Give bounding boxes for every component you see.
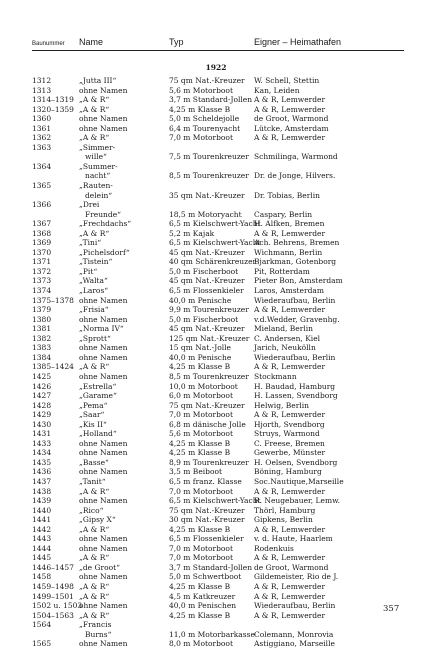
cell-name: „Tistein“ (79, 257, 113, 267)
cell-name: „A & R“ (79, 95, 110, 105)
cell-typ: 8,9 m Tourenkreuzer (169, 457, 249, 467)
table-row (32, 315, 404, 325)
cell-eigner: Schmilinga, Warmond (254, 152, 338, 162)
cell-name: „Pichelsdorf“ (79, 247, 130, 257)
table-row (32, 133, 404, 143)
cell-typ: 4,25 m Klasse B (169, 448, 231, 458)
cell-typ: 40,0 m Penische (169, 352, 232, 362)
cell-baunummer: 1426 (32, 381, 52, 391)
cell-name: „Rico“ (79, 505, 104, 515)
cell-eigner: Gewerbe, Münster (254, 448, 326, 458)
cell-typ: 40 qm Schärenkreuzer (169, 257, 257, 267)
cell-name: ohne Namen (79, 448, 128, 458)
table-row (32, 200, 404, 219)
cell-name: „Estrella“ (79, 381, 117, 391)
cell-typ: 3,7 m Standard-Jollen (169, 95, 253, 105)
cell-name: „A & R“ (79, 362, 110, 372)
cell-typ: 4,25 m Klasse B (169, 610, 231, 620)
cell-typ: 5,0 m Scheldejolle (169, 114, 240, 124)
table-row (32, 448, 404, 458)
cell-baunummer: 1430 (32, 419, 52, 429)
cell-eigner: Helwig, Berlin (254, 400, 309, 410)
cell-eigner: H. Alfken, Bremen (254, 219, 325, 229)
cell-typ: 5,2 m Kajak (169, 228, 215, 238)
table-row (32, 343, 404, 353)
cell-eigner: A & R, Lemwerder (254, 133, 326, 143)
table-row (32, 429, 404, 439)
cell-name: „de Groot“ (79, 562, 120, 572)
table-row (32, 496, 404, 506)
cell-typ: 4,25 m Klasse B (169, 524, 231, 534)
cell-typ: 30 qm Nat.-Kreuzer (169, 515, 245, 525)
cell-typ: 15 qm Nat.-Jolle (169, 343, 231, 353)
table-row (32, 601, 404, 611)
cell-typ: 4,25 m Klasse B (169, 581, 231, 591)
cell-baunummer: 1383 (32, 343, 52, 353)
cell-name: ohne Namen (79, 85, 128, 95)
table-row (32, 257, 404, 267)
table-row (32, 334, 404, 344)
table-row (32, 544, 404, 554)
cell-name-continued: Freunde“ (85, 209, 121, 219)
cell-baunummer: 1382 (32, 333, 52, 343)
cell-eigner: Hjorth, Svendborg (254, 419, 325, 429)
cell-eigner: Pit, Rotterdam (254, 266, 310, 276)
cell-eigner: H. Baudad, Hamburg (254, 381, 336, 391)
cell-name: ohne Namen (79, 601, 128, 611)
table-row (32, 534, 404, 544)
cell-eigner: Kan, Leiden (254, 85, 300, 95)
cell-typ: 5,6 m Motorboot (169, 429, 233, 439)
header-name: Name (79, 37, 104, 47)
cell-baunummer: 1434 (32, 448, 52, 458)
cell-name: „A & R“ (79, 610, 110, 620)
cell-baunummer: 1366 (32, 200, 52, 210)
cell-name: „A & R“ (79, 486, 110, 496)
table-row (32, 362, 404, 372)
cell-eigner: Wiederaufbau, Berlin (254, 295, 336, 305)
cell-baunummer: 1364 (32, 161, 52, 171)
cell-typ: 40,0 m Penischen (169, 601, 237, 611)
cell-baunummer: 1436 (32, 467, 52, 477)
cell-baunummer: 1370 (32, 247, 52, 257)
cell-baunummer: 1429 (32, 410, 52, 420)
cell-name: „Simmer- (79, 142, 116, 152)
cell-typ: 35 qm Nat.-Kreuzer (169, 190, 245, 200)
table-row (32, 286, 404, 296)
cell-name: ohne Namen (79, 352, 128, 362)
table-row (32, 572, 404, 582)
cell-name: „Kis II“ (79, 419, 107, 429)
cell-eigner: Böning, Hamburg (254, 467, 322, 477)
cell-baunummer: 1361 (32, 123, 52, 133)
cell-name: „Frisia“ (79, 305, 109, 315)
cell-typ: 6,5 m Kielschwert-Yacht (169, 219, 261, 229)
cell-name: „A & R“ (79, 133, 110, 143)
cell-eigner: Soc.Nautique,Marseille (254, 476, 344, 486)
cell-baunummer: 1445 (32, 553, 52, 563)
cell-name: „Saar“ (79, 410, 105, 420)
cell-typ: 5,0 m Schwertboot (169, 572, 242, 582)
cell-baunummer: 1446–1457 (32, 562, 74, 572)
header-typ: Typ (169, 37, 184, 47)
column-header (32, 36, 404, 51)
cell-name: ohne Namen (79, 123, 128, 133)
cell-name: ohne Namen (79, 438, 128, 448)
cell-name: „Basse“ (79, 457, 109, 467)
cell-eigner: Wiederaufbau, Berlin (254, 601, 336, 611)
cell-name: ohne Namen (79, 639, 128, 649)
cell-baunummer: 1371 (32, 257, 52, 267)
cell-name: ohne Namen (79, 543, 128, 553)
cell-name: „A & R“ (79, 104, 110, 114)
table-row (32, 506, 404, 516)
cell-typ: 6,5 m franz. Klasse (169, 476, 242, 486)
table-row (32, 515, 404, 525)
table-row (32, 467, 404, 477)
cell-typ: 6,5 m Kielschwert-Yacht (169, 238, 261, 248)
cell-baunummer: 1564 (32, 620, 52, 630)
cell-baunummer: 1499–1501 (32, 591, 74, 601)
cell-baunummer: 1431 (32, 429, 52, 439)
cell-typ: 8,5 m Tourenkreuzer (169, 171, 249, 181)
cell-name: „Drei (79, 200, 100, 210)
cell-name: „Jutta III“ (79, 76, 117, 85)
page-number: 357 (383, 604, 400, 614)
cell-typ: 7,0 m Motorboot (169, 486, 233, 496)
table-row (32, 487, 404, 497)
cell-baunummer: 1381 (32, 324, 52, 334)
cell-eigner: Dr. Tobias, Berlin (254, 190, 320, 200)
cell-name: „Tini“ (79, 238, 102, 248)
cell-typ: 11,0 m Motorbarkasse (169, 629, 255, 639)
cell-baunummer: 1444 (32, 543, 52, 553)
cell-eigner: A & R, Lemwerder (254, 228, 326, 238)
cell-eigner: Gipkens, Berlin (254, 515, 313, 525)
cell-typ: 6,5 m Flossenkieler (169, 286, 244, 296)
cell-typ: 4,25 m Klasse B (169, 438, 231, 448)
cell-baunummer: 1427 (32, 391, 52, 401)
cell-typ: 45 qm Nat.-Kreuzer (169, 247, 245, 257)
table-row (32, 238, 404, 248)
year-heading: 1922 (205, 63, 227, 72)
table-row (32, 305, 404, 315)
cell-eigner: de Groot, Warmond (254, 562, 329, 572)
cell-typ: 45 qm Nat.-Kreuzer (169, 276, 245, 286)
cell-name-continued: wille“ (85, 152, 107, 162)
table-row (32, 477, 404, 487)
cell-typ: 6,0 m Motorboot (169, 391, 233, 401)
cell-baunummer: 1440 (32, 505, 52, 515)
table-row (32, 105, 404, 115)
cell-baunummer: 1313 (32, 85, 52, 95)
cell-baunummer: 1428 (32, 400, 52, 410)
cell-baunummer: 1375–1378 (32, 295, 74, 305)
cell-eigner: Wichmann, Berlin (254, 247, 323, 257)
cell-eigner: v. d. Haute, Haarlem (254, 534, 333, 544)
cell-eigner: Lütcke, Amsterdam (254, 123, 329, 133)
cell-typ: 3,7 m Standard-Jollen (169, 562, 253, 572)
table-row (32, 114, 404, 124)
cell-eigner: A & R, Lemwerder (254, 591, 326, 601)
cell-typ: 7,0 m Motorboot (169, 133, 233, 143)
cell-eigner: H. Oelsen, Svendborg (254, 457, 338, 467)
cell-eigner: Mieland, Berlin (254, 324, 313, 334)
table-row (32, 229, 404, 239)
cell-baunummer: 1441 (32, 515, 52, 525)
cell-baunummer: 1385–1424 (32, 362, 74, 372)
cell-name: „A & R“ (79, 524, 110, 534)
cell-name: „Frechdachs“ (79, 219, 132, 229)
table-row (32, 181, 404, 200)
table-row (32, 95, 404, 105)
cell-baunummer: 1442 (32, 524, 52, 534)
table-row (32, 143, 404, 162)
cell-eigner: W. Schell, Stettin (254, 76, 320, 85)
cell-baunummer: 1374 (32, 286, 52, 296)
cell-name: „Norma IV“ (79, 324, 124, 334)
cell-baunummer: 1502 u. 1503 (32, 601, 83, 611)
cell-typ: 4,5 m Katkreuzer (169, 591, 236, 601)
table-row (32, 611, 404, 621)
cell-baunummer: 1320–1359 (32, 104, 74, 114)
cell-eigner: A & R, Lemwerder (254, 553, 326, 563)
cell-name: „Garame“ (79, 391, 117, 401)
cell-typ: 7,5 m Tourenkreuzer (169, 152, 249, 162)
cell-typ: 75 qm Nat.-Kreuzer (169, 400, 245, 410)
table-row (32, 582, 404, 592)
cell-typ: 7,0 m Motorboot (169, 410, 233, 420)
table-row (32, 76, 404, 86)
header-baunummer: Baunummer (32, 41, 65, 47)
table-row (32, 458, 404, 468)
cell-baunummer: 1314–1319 (32, 95, 74, 105)
cell-eigner: Dr. de Jonge, Hilvers. (254, 171, 336, 181)
cell-name: ohne Namen (79, 467, 128, 477)
cell-name: „Walta“ (79, 276, 108, 286)
cell-eigner: C. Andersen, Kiel (254, 333, 321, 343)
cell-name: „Pema“ (79, 400, 108, 410)
cell-baunummer: 1363 (32, 142, 52, 152)
cell-baunummer: 1369 (32, 238, 52, 248)
cell-name-continued: delein“ (85, 190, 113, 200)
cell-baunummer: 1504–1563 (32, 610, 74, 620)
cell-baunummer: 1360 (32, 114, 52, 124)
cell-eigner: Thörl, Hamburg (254, 505, 316, 515)
cell-name: „A & R“ (79, 591, 110, 601)
table-row (32, 353, 404, 363)
cell-name: „Tanit“ (79, 476, 106, 486)
table-row (32, 219, 404, 229)
cell-baunummer: 1384 (32, 352, 52, 362)
cell-baunummer: 1365 (32, 181, 52, 191)
table-row (32, 525, 404, 535)
cell-eigner: A & R, Lemwerder (254, 305, 326, 315)
cell-baunummer: 1380 (32, 314, 52, 324)
table-row (32, 420, 404, 430)
cell-baunummer: 1362 (32, 133, 52, 143)
table-row (32, 639, 404, 649)
cell-eigner: Gildemeister, Rio de J. (254, 572, 339, 582)
cell-name: ohne Namen (79, 371, 128, 381)
cell-typ: 6,8 m dänische Jolle (169, 419, 246, 429)
cell-name: ohne Namen (79, 114, 128, 124)
cell-eigner: Astiggiano, Marseille (254, 639, 335, 649)
cell-name: „Pit“ (79, 266, 98, 276)
table-row (32, 267, 404, 277)
cell-baunummer: 1373 (32, 276, 52, 286)
vessel-table (32, 76, 404, 649)
cell-typ: 75 qm Nat.-Kreuzer (169, 76, 245, 85)
cell-typ: 7,0 m Motorboot (169, 553, 233, 563)
cell-baunummer: 1312 (32, 76, 52, 85)
header-eigner: Eigner – Heimathafen (254, 37, 342, 47)
cell-typ: 40,0 m Penische (169, 295, 232, 305)
cell-typ: 18,5 m Motoryacht (169, 209, 242, 219)
cell-baunummer: 1565 (32, 639, 52, 649)
table-row (32, 553, 404, 563)
cell-eigner: A & R, Lemwerder (254, 95, 326, 105)
table-row (32, 592, 404, 602)
cell-typ: 45 qm Nat.-Kreuzer (169, 324, 245, 334)
table-row (32, 620, 404, 639)
table-row (32, 401, 404, 411)
cell-eigner: C. Freese, Bremen (254, 438, 325, 448)
cell-name-continued: Burns“ (85, 629, 112, 639)
cell-eigner: Struys, Warmond (254, 429, 320, 439)
cell-eigner: Rodenkuis (254, 543, 294, 553)
cell-name: „Francis (79, 620, 112, 630)
cell-name: ohne Namen (79, 534, 128, 544)
cell-eigner: A & R, Lemwerder (254, 524, 326, 534)
cell-name: „A & R“ (79, 553, 110, 563)
cell-name: „Summer- (79, 161, 118, 171)
cell-eigner: Pieter Bon, Amsterdam (254, 276, 343, 286)
cell-typ: 3,5 m Beiboot (169, 467, 223, 477)
cell-eigner: v.d.Wedder, Gravenhg. (254, 314, 340, 324)
table-row (32, 391, 404, 401)
table-row (32, 124, 404, 134)
cell-eigner: H. Lassen, Svendborg (254, 391, 338, 401)
cell-name: ohne Namen (79, 343, 128, 353)
cell-eigner: Jarich, Neukölln (254, 343, 316, 353)
table-row (32, 563, 404, 573)
cell-eigner: Caspary, Berlin (254, 209, 313, 219)
cell-eigner: A & R, Lemwerder (254, 581, 326, 591)
cell-typ: 6,4 m Tourenyacht (169, 123, 241, 133)
table-row (32, 439, 404, 449)
cell-eigner: A & R, Lemwerder (254, 610, 326, 620)
cell-baunummer: 1367 (32, 219, 52, 229)
cell-name: „Sprott“ (79, 333, 111, 343)
cell-typ: 75 qm Nat.-Kreuzer (169, 505, 245, 515)
cell-eigner: R. Neugebauer, Lemw. (254, 496, 341, 506)
cell-name: „A & R“ (79, 581, 110, 591)
cell-typ: 9,9 m Tourenkreuzer (169, 305, 249, 315)
cell-name: „Gipsy X“ (79, 515, 116, 525)
cell-name: ohne Namen (79, 295, 128, 305)
cell-typ: 4,25 m Klasse B (169, 362, 231, 372)
cell-baunummer: 1433 (32, 438, 52, 448)
cell-typ: 5,6 m Motorboot (169, 85, 233, 95)
cell-baunummer: 1458 (32, 572, 52, 582)
cell-name: „Holland“ (79, 429, 117, 439)
cell-typ: 6,5 m Flossenkieler (169, 534, 244, 544)
cell-baunummer: 1368 (32, 228, 52, 238)
cell-typ: 5,0 m Fischerboot (169, 266, 239, 276)
table-row (32, 372, 404, 382)
cell-eigner: A & R, Lemwerder (254, 104, 326, 114)
cell-baunummer: 1437 (32, 476, 52, 486)
cell-eigner: Ach. Behrens, Bremen (254, 238, 340, 248)
cell-baunummer: 1459–1498 (32, 581, 74, 591)
cell-eigner: Bjarkman, Gotenborg (254, 257, 337, 267)
cell-eigner: Colemann, Monrovia (254, 629, 334, 639)
cell-name: „A & R“ (79, 228, 110, 238)
cell-name: ohne Namen (79, 572, 128, 582)
cell-baunummer: 1438 (32, 486, 52, 496)
table-row (32, 410, 404, 420)
cell-baunummer: 1443 (32, 534, 52, 544)
table-row (32, 324, 404, 334)
cell-baunummer: 1435 (32, 457, 52, 467)
cell-typ: 6,5 m Kielschwert-Yacht (169, 496, 261, 506)
cell-typ: 10,0 m Motorboot (169, 381, 238, 391)
cell-eigner: Wiederaufbau, Berlin (254, 352, 336, 362)
cell-typ: 5,0 m Fischerboot (169, 314, 239, 324)
cell-name-continued: nacht“ (85, 171, 111, 181)
cell-baunummer: 1379 (32, 305, 52, 315)
table-row (32, 296, 404, 306)
cell-name: „Laros“ (79, 286, 109, 296)
cell-name: ohne Namen (79, 496, 128, 506)
table-row (32, 382, 404, 392)
cell-eigner: A & R, Lemwerder (254, 410, 326, 420)
table-row (32, 162, 404, 181)
cell-typ: 4,25 m Klasse B (169, 104, 231, 114)
cell-typ: 8,0 m Motorboot (169, 639, 233, 649)
cell-name: „Rauten- (79, 181, 113, 191)
cell-eigner: Stockmann (254, 371, 297, 381)
table-row (32, 86, 404, 96)
cell-eigner: A & R, Lemwerder (254, 362, 326, 372)
cell-baunummer: 1425 (32, 371, 52, 381)
table-row (32, 248, 404, 258)
cell-baunummer: 1439 (32, 496, 52, 506)
cell-eigner: A & R, Lemwerder (254, 486, 326, 496)
cell-typ: 7,0 m Motorboot (169, 543, 233, 553)
cell-baunummer: 1372 (32, 266, 52, 276)
cell-eigner: de Groot, Warmond (254, 114, 329, 124)
cell-typ: 125 qm Nat.-Kreuzer (169, 333, 250, 343)
cell-eigner: Laros, Amsterdam (254, 286, 324, 296)
cell-name: ohne Namen (79, 314, 128, 324)
table-row (32, 276, 404, 286)
cell-typ: 8,5 m Tourenkreuzer (169, 371, 249, 381)
